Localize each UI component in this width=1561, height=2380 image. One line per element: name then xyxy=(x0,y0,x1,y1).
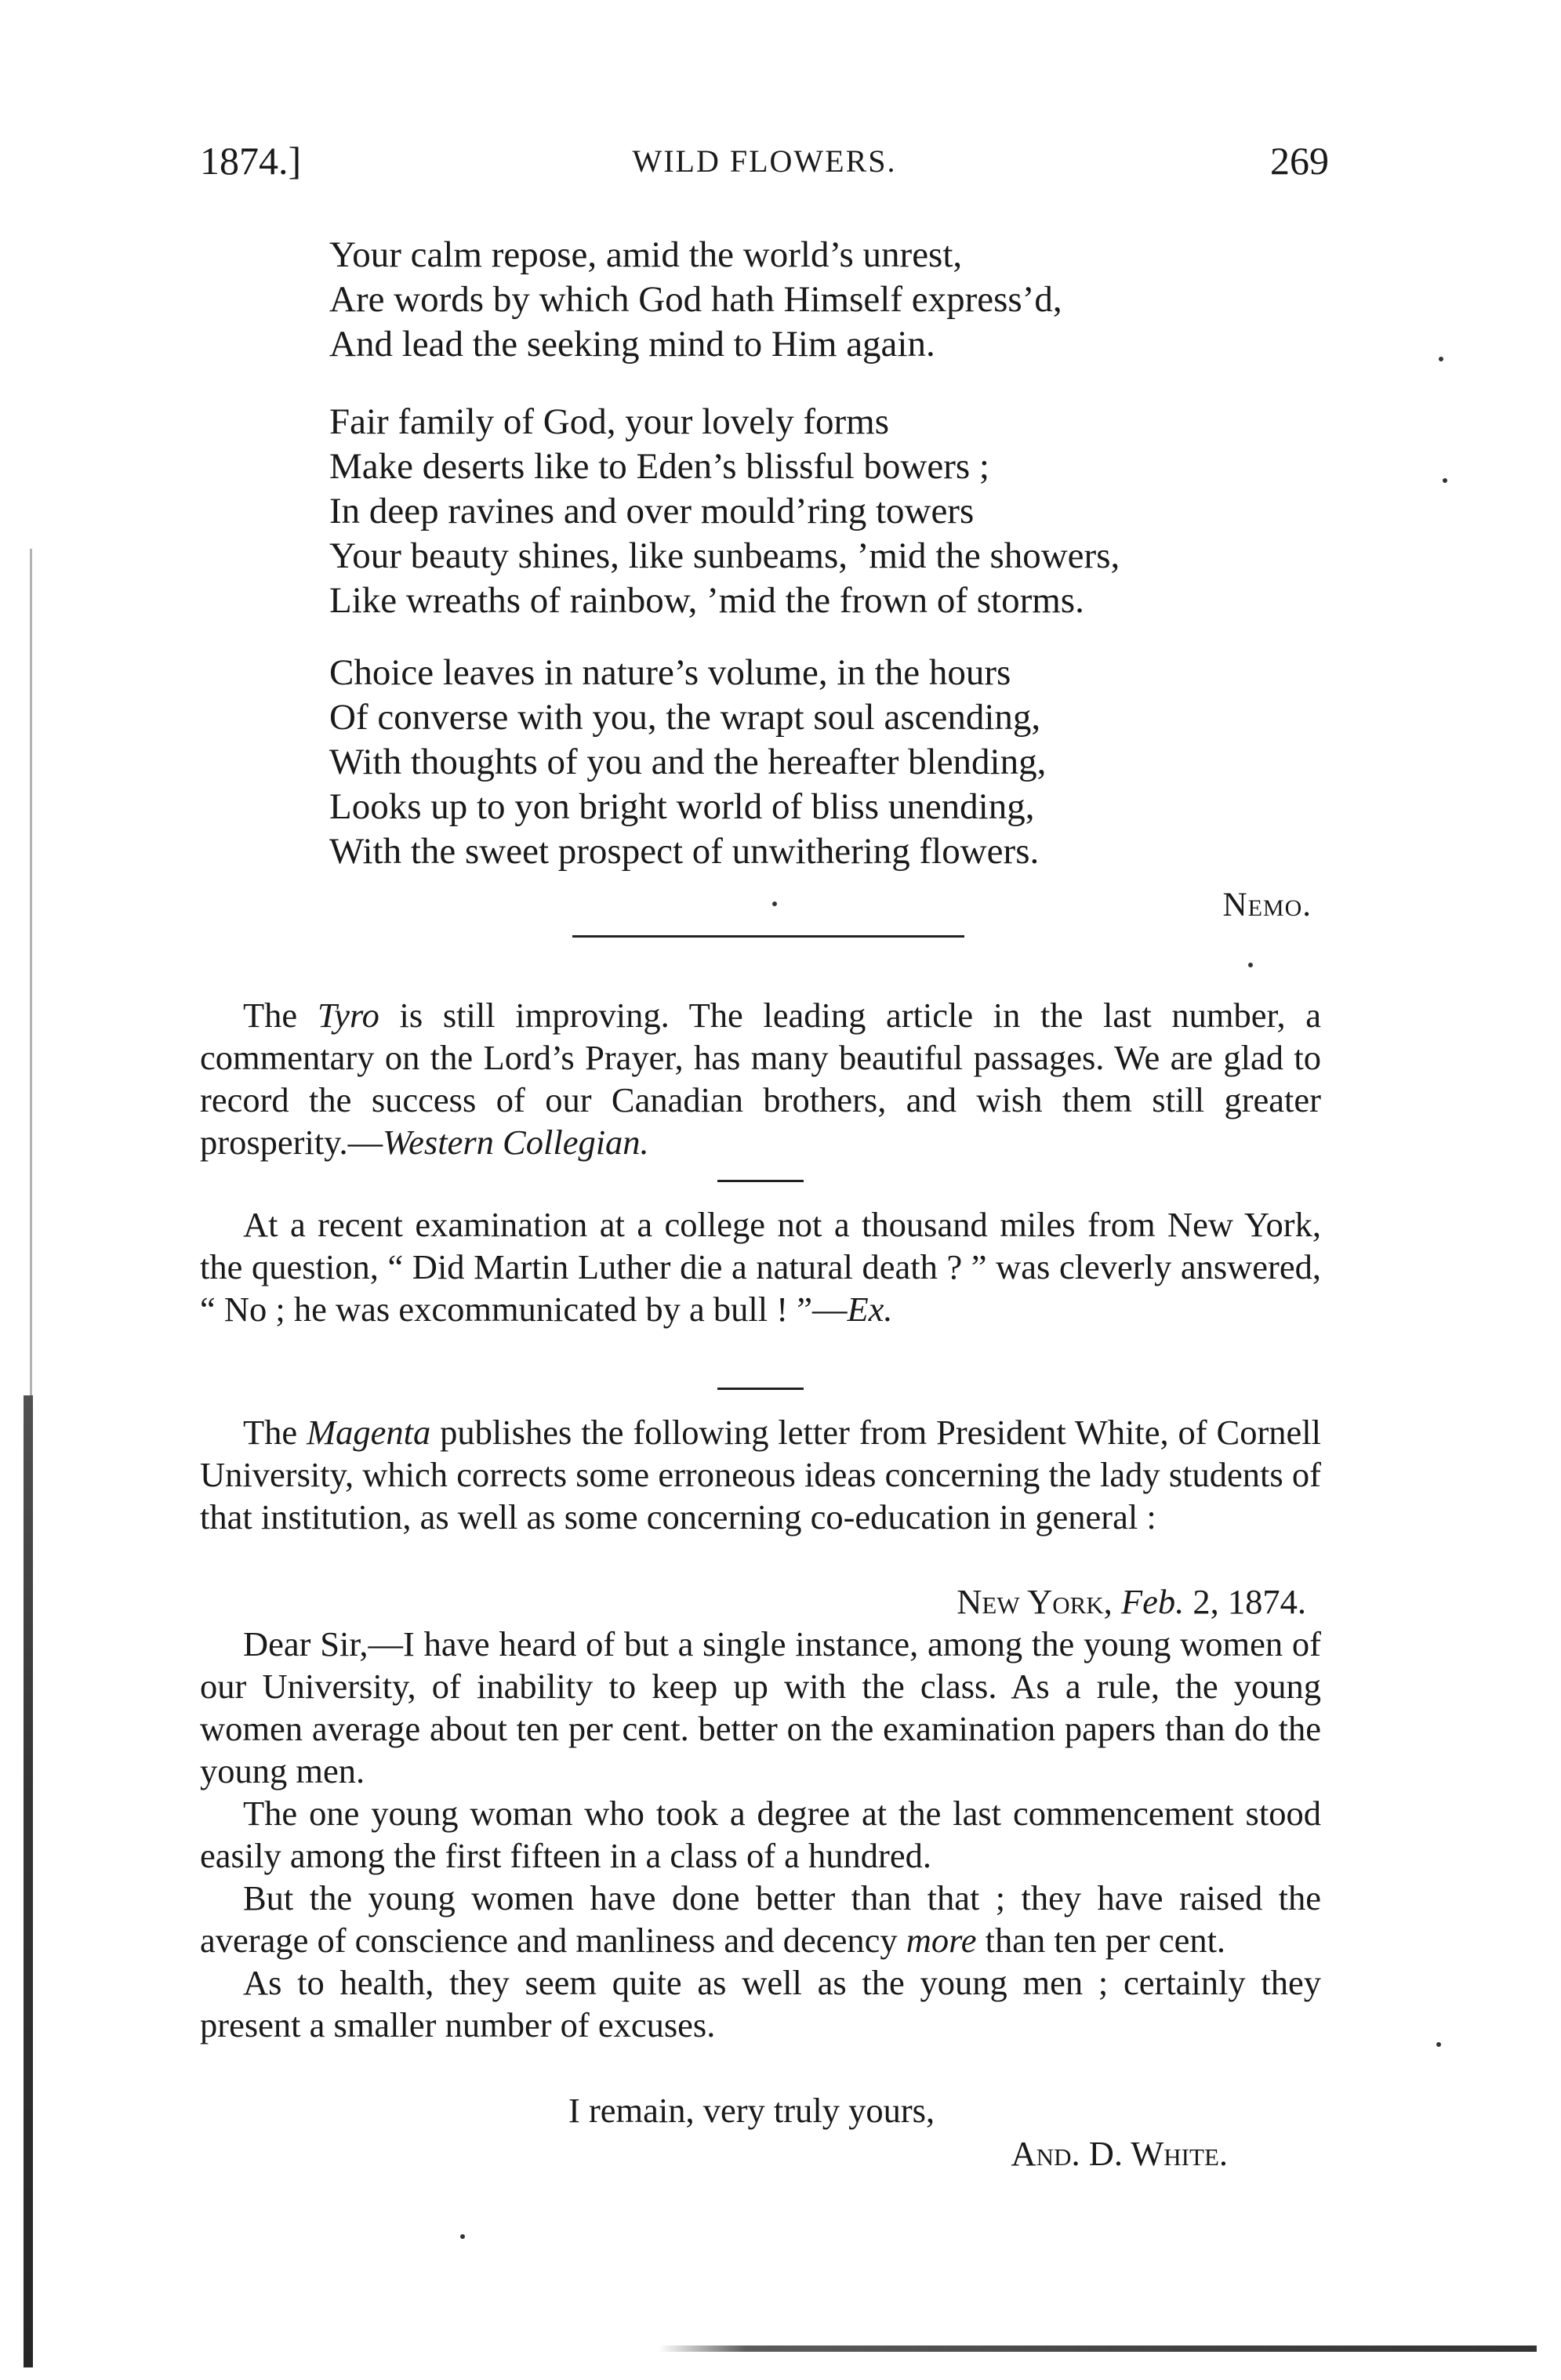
poem-line: And lead the seeking mind to Him again. xyxy=(329,324,935,365)
poem-line: Of converse with you, the wrapt soul ascending, xyxy=(329,697,1041,738)
header-title: WILD FLOWERS. xyxy=(632,143,897,179)
magenta-paragraph: The Magenta publishes the following letter from President White, of Cornell University, which corrects some erroneous ideas concerning the lady students of that institution, as well as some concerning co-education in general : xyxy=(200,1413,1322,1536)
header-year: 1874.] xyxy=(200,139,302,183)
poem-line: Like wreaths of rainbow, ’mid the frown of storms. xyxy=(329,580,1084,621)
poem-line: Your calm repose, amid the world’s unrest, xyxy=(329,234,963,275)
speck xyxy=(1436,2042,1441,2047)
journal-title: Tyro xyxy=(317,996,379,1035)
source-citation: Ex. xyxy=(847,1290,893,1329)
page-number: 269 xyxy=(1270,139,1329,183)
speck xyxy=(1443,478,1447,483)
speck xyxy=(772,902,777,906)
letter-body xyxy=(200,1623,1321,2046)
letter-paragraph: The one young woman who took a degree at the last commencement stood easily among the first fifteen in a class of a hundred. xyxy=(200,1794,1321,1875)
speck xyxy=(1248,963,1253,967)
poem-stanza-1 xyxy=(329,233,1062,367)
running-header xyxy=(200,138,1329,201)
tyro-paragraph: The Tyro is still improving. The leading article in the last number, a commentary on the Lord’s Prayer, has many beautiful passages. We are glad to record the success of our Canadian brothers, and wish them still greater prosperity.—Western Collegian. xyxy=(200,996,1322,1162)
poem-line: Fair family of God, your lovely forms xyxy=(329,401,890,442)
luther-paragraph: At a recent examination at a college not a thousand miles from New York, the question, “ Did Martin Luther die a natural death ? ” was cleverly answered, “ No ; he was excommunicated by a bull ! ”—Ex. xyxy=(200,1205,1321,1329)
letter-paragraph: But the young women have done better than that ; they have raised the average of conscience and manliness and decency more than ten per cent. xyxy=(200,1878,1321,1960)
poem-line: Your beauty shines, like sunbeams, ’mid the showers, xyxy=(329,535,1120,576)
item-divider xyxy=(717,1180,804,1182)
letter-dateline: New York, Feb. 2, 1874. xyxy=(957,1582,1306,1621)
poem-line: With the sweet prospect of unwithering flowers. xyxy=(329,831,1040,872)
poem-signature: Nemo. xyxy=(1222,887,1312,923)
binding-shadow xyxy=(30,549,32,1395)
poem-stanza-3 xyxy=(329,651,1046,874)
section-divider xyxy=(572,935,964,938)
poem-line: Make deserts like to Eden’s blissful bowers ; xyxy=(329,446,989,487)
poem-line: With thoughts of you and the hereafter blending, xyxy=(329,742,1047,782)
poem-line: Looks up to yon bright world of bliss unending, xyxy=(329,786,1035,827)
letter-paragraph: As to health, they seem quite as well as the young men ; certainly they present a smaller number of excuses. xyxy=(200,1963,1321,2044)
poem-line: Choice leaves in nature’s volume, in the hours xyxy=(329,652,1011,693)
binding-edge xyxy=(24,1395,33,2367)
poem-line: Are words by which God hath Himself express’d, xyxy=(329,279,1062,320)
bottom-scan-mark xyxy=(659,2346,1537,2352)
speck xyxy=(460,2234,465,2239)
source-citation: Western Collegian. xyxy=(383,1123,649,1162)
poem-line: In deep ravines and over mould’ring towers xyxy=(329,491,975,532)
item-divider xyxy=(717,1388,804,1390)
letter-closing: I remain, very truly yours, xyxy=(568,2091,935,2130)
letter-signature: And. D. White. xyxy=(1011,2134,1228,2173)
journal-title: Magenta xyxy=(307,1413,431,1452)
speck xyxy=(1439,357,1443,361)
poem-stanza-2 xyxy=(329,400,1120,623)
letter-paragraph: Dear Sir,—I have heard of but a single instance, among the young women of our University, of inability to keep up with the class. As a rule, the young women average about ten per cent. better on the examination papers than do the young men. xyxy=(200,1624,1321,1790)
